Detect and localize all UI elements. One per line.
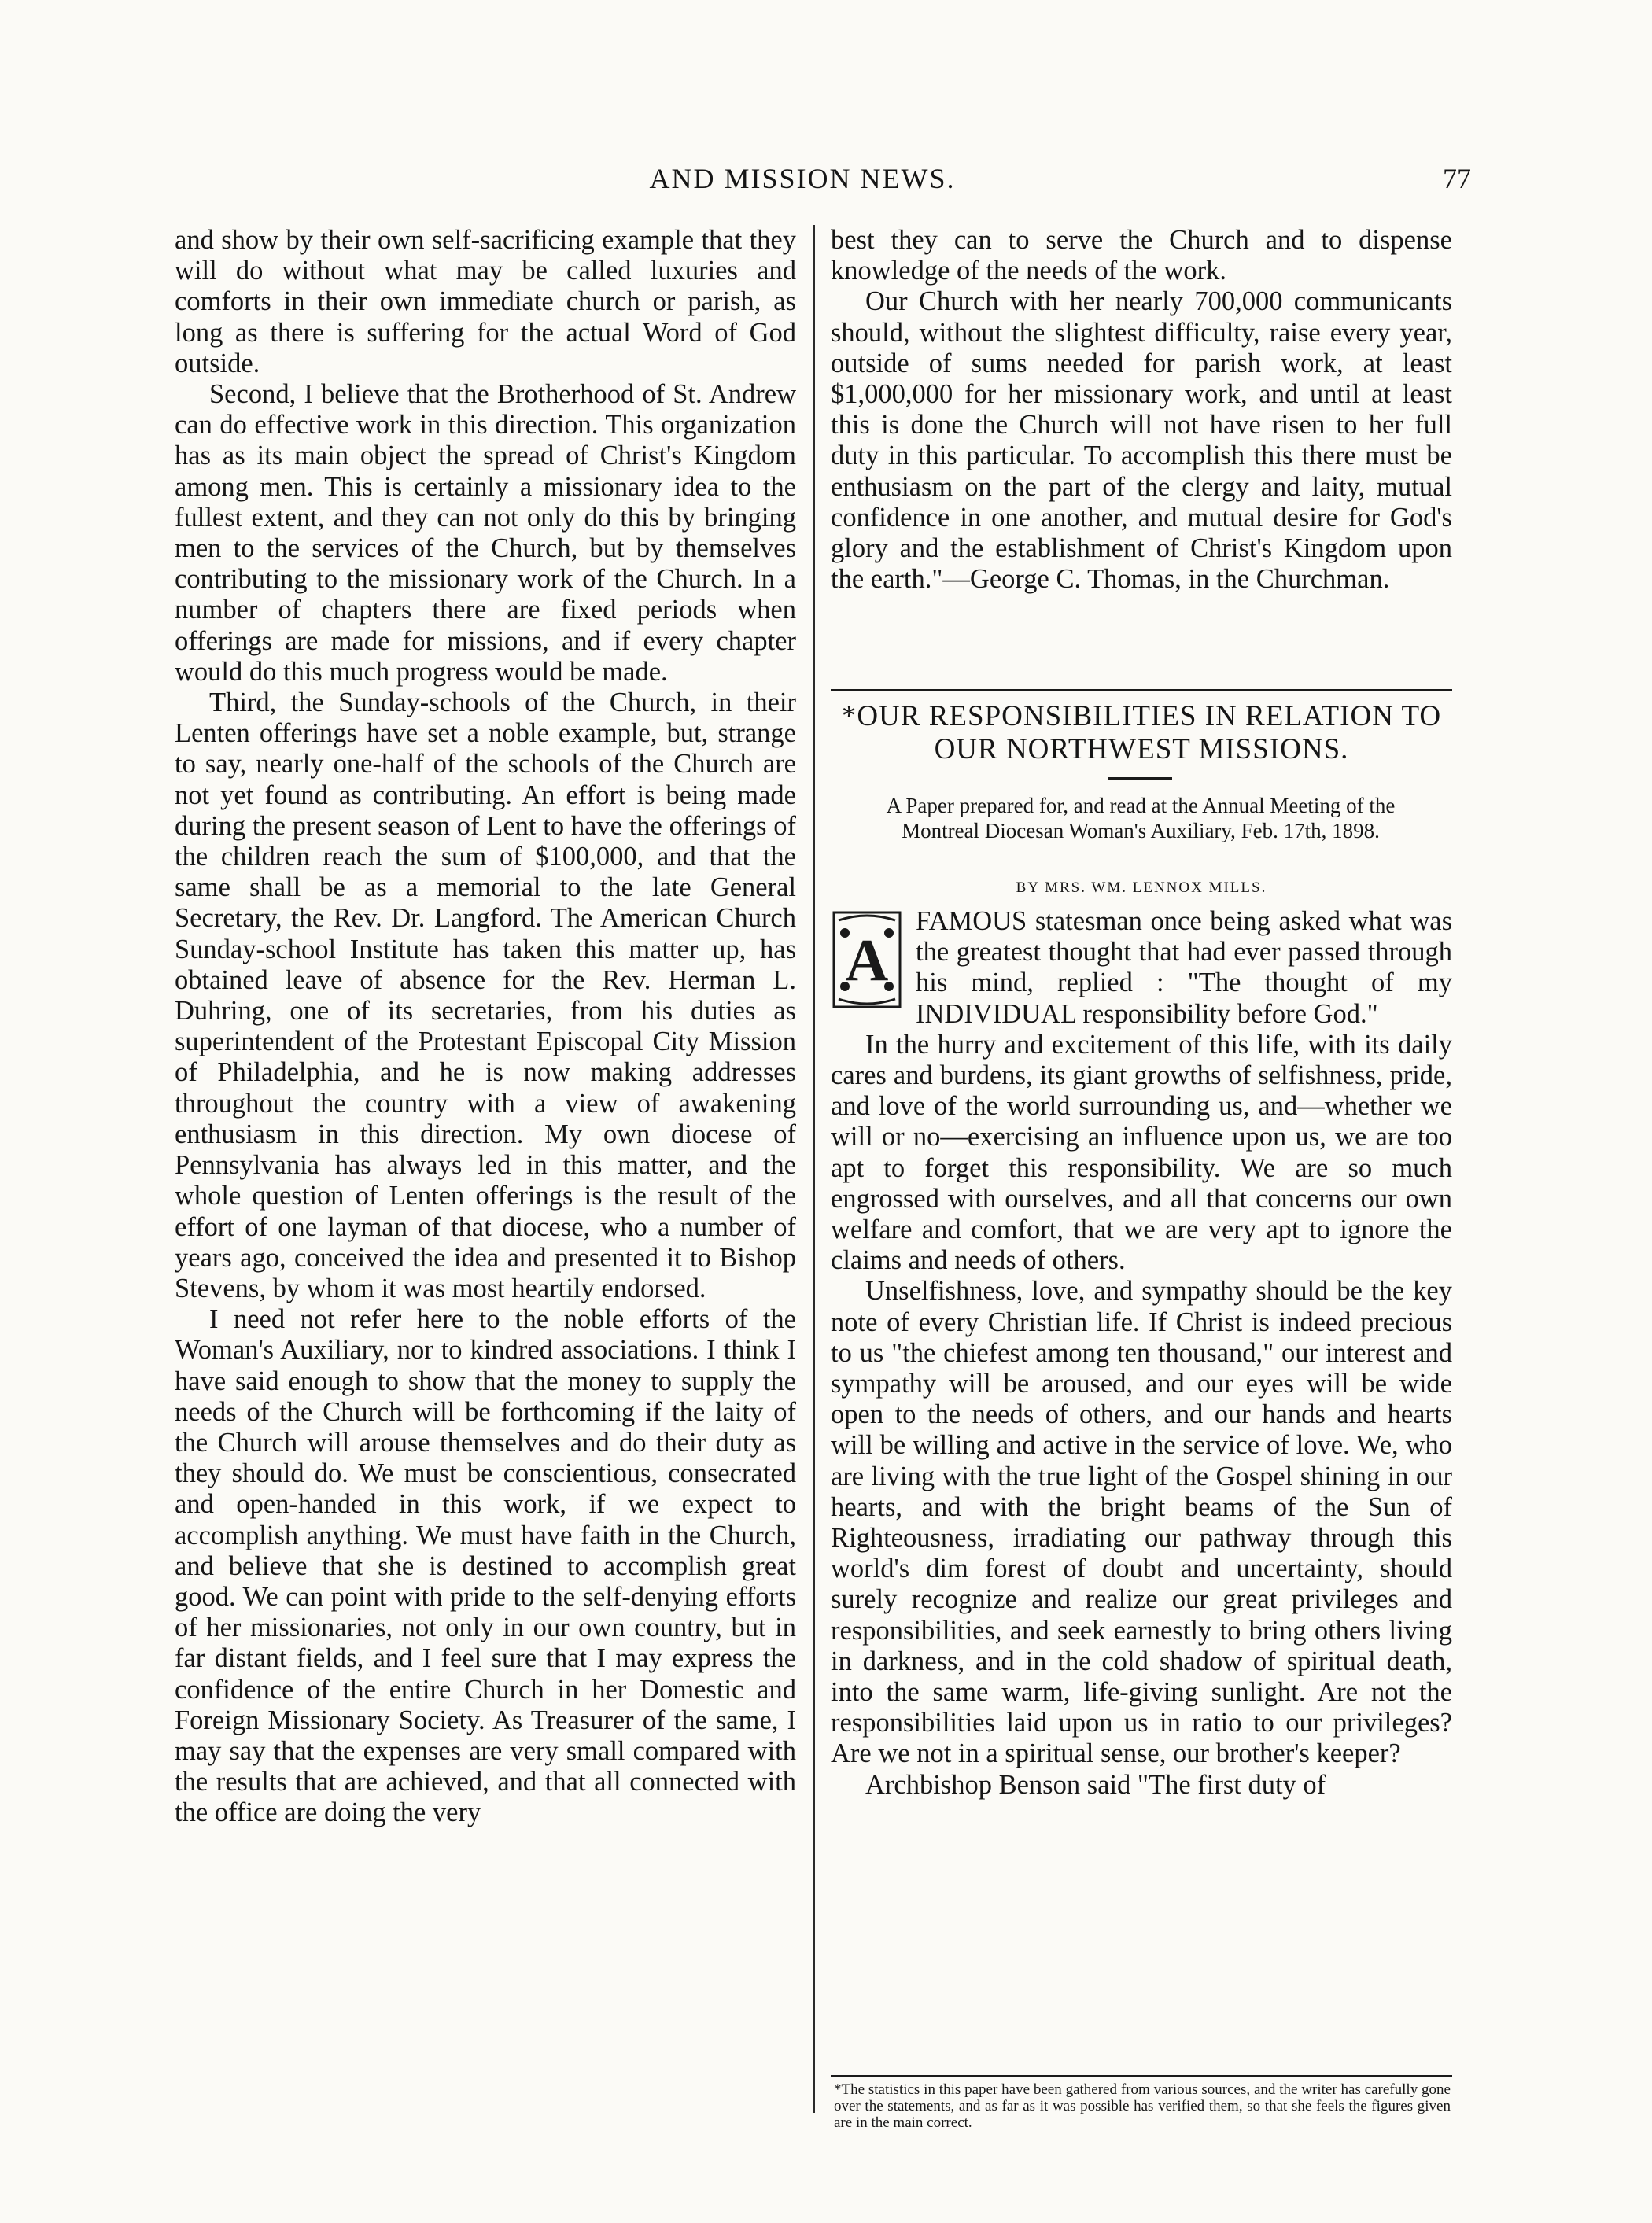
left-paragraph-4: I need not refer here to the noble efforts of the Woman's Auxiliary, nor to kindred associations. I think I have said enough to show that the money to supply the needs of the Church will be forthcoming if the laity of the Church will arouse themselves and do their duty as they should do. We must be conscientious, consecrated and open-handed in this work, if we expect to accomplish anything. We must have faith in the Church, and believe that she is destined to accomplish great good. We can point with pride to the self-denying efforts of her missionaries, not only in our own country, but in far distant fields, and I feel sure that I may express the confidence of the entire Church in her Domestic and Foreign Missionary Society. As Treasurer of the same, I may say that the expenses are very small compared with the results that are achieved, and that all connected with the office are doing the very [175, 1304, 796, 1828]
headline-short-rule [1108, 777, 1172, 780]
article-paragraph-2: Unselfishness, love, and sympathy should be the key note of every Christian life. If Christ is indeed precious to us "the chiefest among ten thousand," our interest and sympathy will be aroused, and our eyes will be wide open to the needs of others, and our hands and hearts will be willing and active in the service of love. We, who are living with the true light of the Gospel shining in our hearts, and with the bright beams of the Sun of Righteousness, irradiating our pathway through this world's dim forest of doubt and uncertainty, should surely recognize and realize our great privileges and responsibilities, and seek earnestly to bring others living in darkness, and in the cold shadow of spiritual death, into the same warm, life-giving sunlight. Are not the responsibilities laid upon us in ratio to our privileges? Are we not in a spiritual sense, our brother's keeper? [831, 1276, 1452, 1769]
footnote-rule [831, 2075, 1452, 2077]
left-paragraph-3: Third, the Sunday-schools of the Church, in their Lenten offerings have set a noble example, but, strange to say, nearly one-half of the schools of the Church are not yet found as contributing. An effort is being made during the present season of Lent to have the offerings of the children reach the sum of $100,000, and that the same shall be as a memorial to the late General Secretary, the Rev. Dr. Langford. The American Church Sunday-school Institute has taken this matter up, has obtained leave of absence for the Rev. Herman L. Duhring, one of its secretaries, from his duties as superintendent of the Protestant Episcopal City Mission of Philadelphia, and he is now making addresses throughout the country with a view of awakening enthusiasm in this direction. My own diocese of Pennsylvania has always led in this matter, and the whole question of Lenten offerings is the result of the effort of one layman of that diocese, who a number of years ago, conceived the idea and presented it to Bishop Stevens, by whom it was most heartily endorsed. [175, 688, 796, 1303]
right-paragraph-2: Our Church with her nearly 700,000 communicants should, without the slightest difficulty, raise every year, outside of sums needed for parish work, at least $1,000,000 for her missionary work, and until at least this is done the Church will not have risen to her full duty in this particular. To accomplish this there must be enthusiasm on the part of the clergy and laity, mutual confidence in one another, and mutual desire for God's glory and the establishment of Christ's Kingdom upon the earth."—George C. Thomas, in the Churchman. [831, 286, 1452, 595]
page-number: 77 [1443, 163, 1471, 194]
left-paragraph-1: and show by their own self-sacrificing example that they will do without what may be called luxuries and comforts in their own immediate church or parish, as long as there is suffering for the actual Word of God outside. [175, 225, 796, 378]
right-paragraph-1: best they can to serve the Church and to dispense knowledge of the needs of the work. [831, 225, 1452, 286]
article-lead-text: FAMOUS statesman once being asked what was the greatest thought that had ever passed through his mind, replied : "The thought of my INDIVIDUAL responsibility before God." [916, 906, 1452, 1029]
right-column-top [831, 225, 1452, 595]
left-column [175, 225, 796, 1829]
article-body [831, 906, 1452, 1801]
ornamental-dropcap-icon [831, 909, 903, 1010]
article-paragraph-1: In the hurry and excitement of this life, with its daily cares and burdens, its giant growths of selfishness, pride, and love of the world surrounding us, and—whether we will or no—exercising an influence upon us, we are too apt to forget this responsibility. We are so much engrossed with ourselves, and all that concerns our own welfare and comfort, that we are very apt to ignore the claims and needs of others. [831, 1029, 1452, 1276]
column-divider [813, 225, 815, 2113]
left-paragraph-2: Second, I believe that the Brotherhood of St. Andrew can do effective work in this direction. This organization has as its main object the spread of Christ's Kingdom among men. This is certainly a missionary idea to the fullest extent, and they can not only do this by bringing men to the services of the Church, but by themselves contributing to the missionary work of the Church. In a number of chapters there are fixed periods when offerings are made for missions, and if every chapter would do this much progress would be made. [175, 379, 796, 687]
article-headline: *OUR RESPONSIBILITIES IN RELATION TO OUR NORTHWEST MISSIONS. [841, 700, 1442, 765]
article-subheading: A Paper prepared for, and read at the Annual Meeting of the Montreal Diocesan Woman's Auxiliary, Feb. 17th, 1898. [886, 794, 1396, 842]
footnote: *The statistics in this paper have been gathered from various sources, and the writer has carefully gone over the statements, and as far as it was possible has verified them, so that she feels the figures given are in the main correct. [834, 2081, 1451, 2131]
dropcap-letter: A [845, 927, 889, 994]
article-paragraph-3: Archbishop Benson said "The first duty of [865, 1769, 1326, 1800]
section-rule [831, 689, 1452, 691]
running-title: AND MISSION NEWS. [649, 163, 956, 194]
running-head [0, 162, 1652, 201]
article-lead-paragraph [831, 906, 1452, 1030]
article-byline: BY MRS. WM. LENNOX MILLS. [1016, 879, 1267, 896]
